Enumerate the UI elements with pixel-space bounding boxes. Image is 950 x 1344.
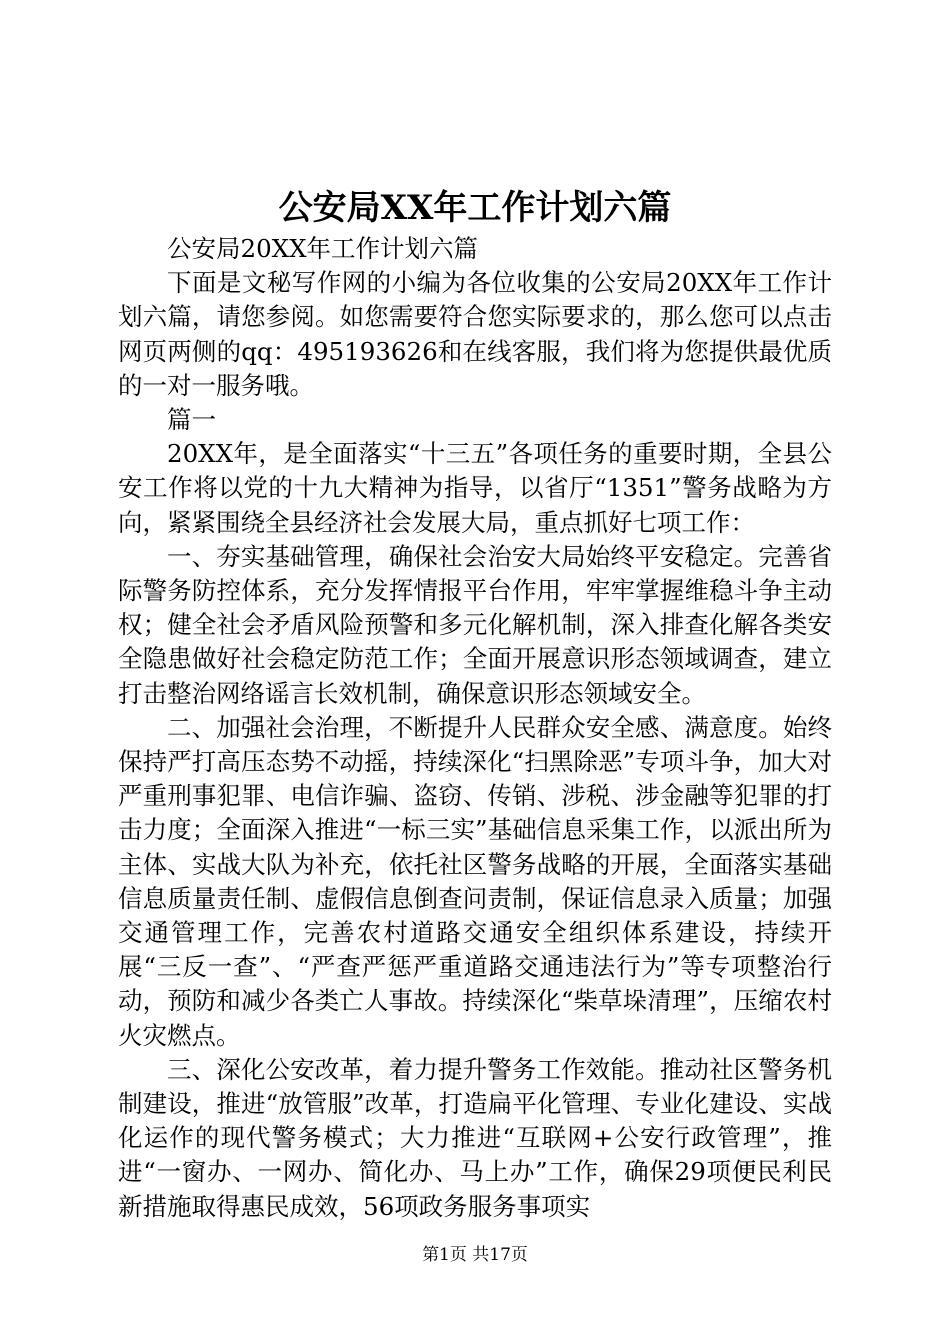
section-heading: 篇一 <box>167 405 216 435</box>
subtitle-paragraph: 公安局20XX年工作计划六篇 <box>167 234 479 263</box>
body-paragraph: 一、夯实基础管理，确保社会治安大局始终平安稳定。完善省际警务防控体系，充分发挥情报平台作用，牢牢掌握维稳斗争主动权；健全社会矛盾风险预警和多元化解机制，深入排查化解各类安全隐患做好社会稳定防范工作；全面开展意识形态领域调查，建立打击整治网络谣言长效机制，确保意识形态领域安全。 <box>118 541 832 708</box>
body-paragraph: 二、加强社会治理，不断提升人民群众安全感、满意度。始终保持严打高压态势不动摇，持续深化“扫黑除恶”专项斗争，加大对严重刑事犯罪、电信诈骗、盗窃、传销、涉税、涉金融等犯罪的打击力度；全面深入推进“一标三实”基础信息采集工作，以派出所为主体、实战大队为补充，依托社区警务战略的开展，全面落实基础信息质量责任制、虚假信息倒查问责制，保证信息录入质量；加强交通管理工作，完善农村道路交通安全组织体系建设，持续开展“三反一查”、“严查严惩严重道路交通违法行为”等专项整治行动，预防和减少各类亡人事故。持续深化“柴草垛清理”，压缩农村火灾燃点。 <box>118 712 832 1050</box>
body-paragraph: 三、深化公安改革，着力提升警务工作效能。推动社区警务机制建设，推进“放管服”改革，打造扁平化管理、专业化建设、实战化运作的现代警务模式；大力推进“互联网+公安行政管理”，推进“一窗办、一网办、简化办、马上办”工作，确保29项便民利民新措施取得惠民成效，56项政务服务事项实 <box>118 1054 832 1221</box>
document-title: 公安局XX年工作计划六篇 <box>278 188 672 228</box>
page-footer: 第1页 共17页 <box>422 1245 528 1265</box>
intro-paragraph: 下面是文秘写作网的小编为各位收集的公安局20XX年工作计划六篇，请您参阅。如您需要符合您实际要求的，那么您可以点击网页两侧的qq：495193626和在线客服，我们将为您提供最优质的一对一服务哦。 <box>118 268 832 400</box>
body-paragraph: 20XX年，是全面落实“十三五”各项任务的重要时期，全县公安工作将以党的十九大精神为指导，以省厅“1351”警务战略为方向，紧紧围绕全县经济社会发展大局，重点抓好七项工作： <box>118 439 832 537</box>
document-body <box>118 232 832 1224</box>
